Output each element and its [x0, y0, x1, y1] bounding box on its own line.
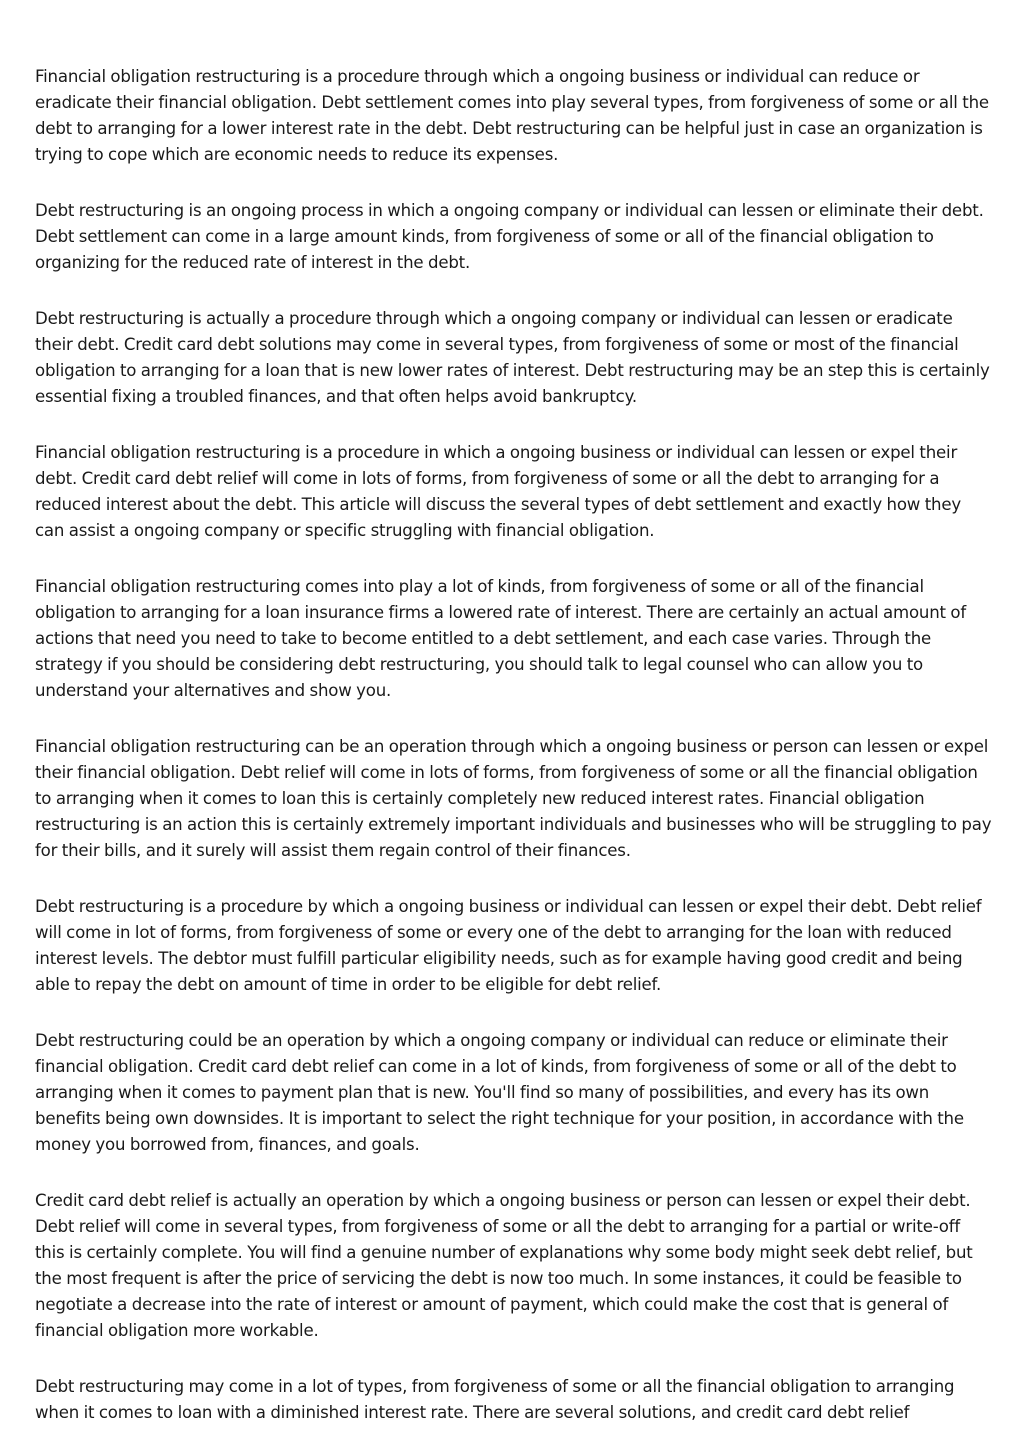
- paragraph-1: Financial obligation restructuring is a procedure through which a ongoing business or individual can reduce or eradicate their financial obligation. Debt settlement comes into play several types, from forgiveness of some or all the debt to arranging for a lower interest rate in the debt. Debt restructuring can be helpful just in case an organization is trying to cope which are economic needs to reduce its expenses.: [35, 67, 989, 164]
- paragraph-2: Debt restructuring is an ongoing process in which a ongoing company or individual can lessen or eliminate their debt. Debt settlement can come in a large amount kinds, from forgiveness of some or all of the financial obligation to organizing for the reduced rate of interest in the debt.: [35, 201, 984, 272]
- paragraph-9: Credit card debt relief is actually an operation by which a ongoing business or person can lessen or expel their debt. Debt relief will come in several types, from forgiveness of some or all the debt to arranging for a partial or write-off this is certainly complete. You will find a genuine number of explanations why some body might seek debt relief, but the most frequent is after the price of servicing the debt is now too much. In some instances, it could be feasible to negotiate a decrease into the rate of interest or amount of payment, which could make the cost that is general of financial obligation more workable.: [35, 1191, 973, 1340]
- paragraph-10: Debt restructuring may come in a lot of types, from forgiveness of some or all the financial obligation to arranging when it comes to loan with a diminished interest rate. There are several solutions, and credit card debt relief: [35, 1377, 955, 1422]
- paragraph-4: Financial obligation restructuring is a procedure in which a ongoing business or individual can lessen or expel their debt. Credit card debt relief will come in lots of forms, from forgiveness of some or all the debt to arranging for a reduced interest about the debt. This article will discuss the several types of debt settlement and exactly how they can assist a ongoing company or specific struggling with financial obligation.: [35, 443, 961, 540]
- paragraph-7: Debt restructuring is a procedure by which a ongoing business or individual can lessen or expel their debt. Debt relief will come in lot of forms, from forgiveness of some or every one of the debt to arranging for the loan with reduced interest levels. The debtor must fulfill particular eligibility needs, such as for example having good credit and being able to repay the debt on amount of time in order to be eligible for debt relief.: [35, 897, 982, 994]
- paragraph-5: Financial obligation restructuring comes into play a lot of kinds, from forgiveness of some or all of the financial obligation to arranging for a loan insurance firms a lowered rate of interest. There are certainly an actual amount of actions that need you need to take to become entitled to a debt settlement, and each case varies. Through the strategy if you should be considering debt restructuring, you should talk to legal counsel who can allow you to understand your alternatives and show you.: [35, 577, 967, 700]
- document-body: [35, 64, 993, 1449]
- paragraph-3: Debt restructuring is actually a procedure through which a ongoing company or individual can lessen or eradicate their debt. Credit card debt solutions may come in several types, from forgiveness of some or most of the financial obligation to arranging for a loan that is new lower rates of interest. Debt restructuring may be an step this is certainly essential fixing a troubled finances, and that often helps avoid bankruptcy.: [35, 309, 990, 406]
- paragraph-6: Financial obligation restructuring can be an operation through which a ongoing business or person can lessen or expel their financial obligation. Debt relief will come in lots of forms, from forgiveness of some or all the financial obligation to arranging when it comes to loan this is certainly completely new reduced interest rates. Financial obligation restructuring is an action this is certainly extremely important individuals and businesses who will be struggling to pay for their bills, and it surely will assist them regain control of their finances.: [35, 737, 992, 860]
- paragraph-8: Debt restructuring could be an operation by which a ongoing company or individual can reduce or eliminate their financial obligation. Credit card debt relief can come in a lot of kinds, from forgiveness of some or all of the debt to arranging when it comes to payment plan that is new. You'll find so many of possibilities, and every has its own benefits being own downsides. It is important to select the right technique for your position, in accordance with the money you borrowed from, finances, and goals.: [35, 1031, 964, 1154]
